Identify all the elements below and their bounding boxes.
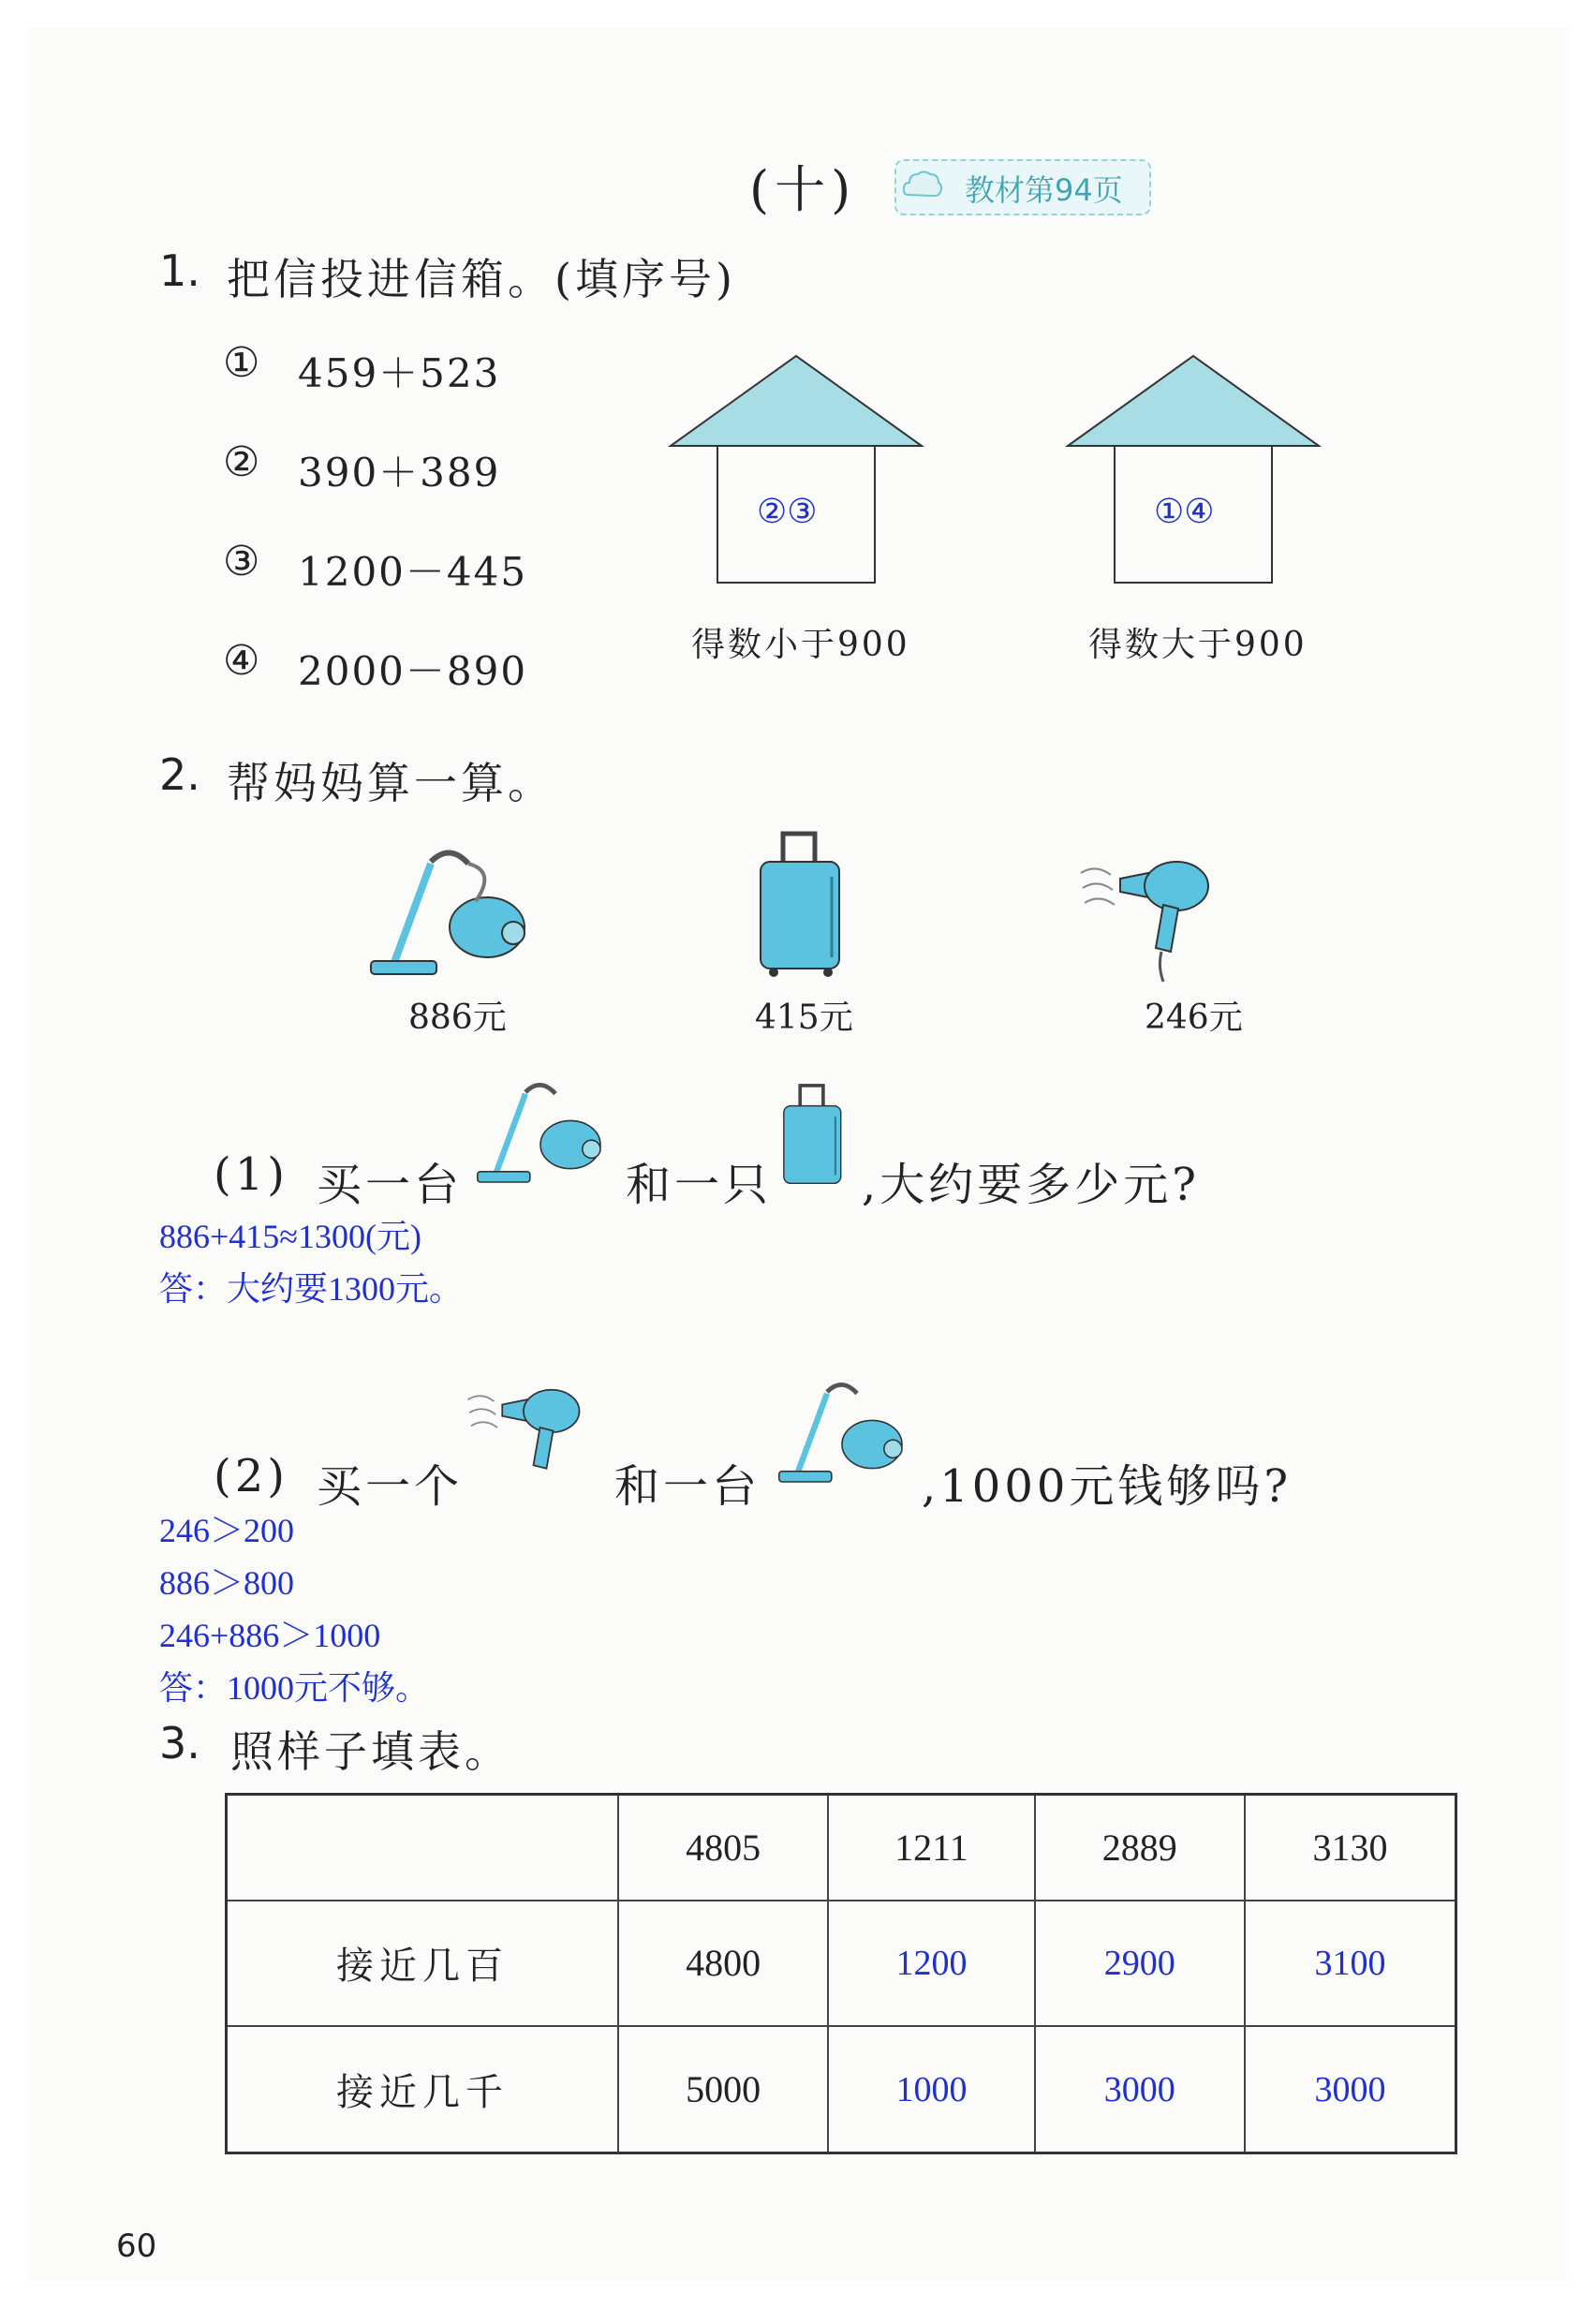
item-3-mark: ③ (223, 538, 260, 585)
question-1-text: 把信投进信箱。(填序号) (227, 254, 736, 304)
mailbox-1-answer: ②③ (757, 493, 818, 531)
sub-question-2-label: (2) (214, 1450, 288, 1502)
answer-2-line-2: 886＞800 (159, 1564, 295, 1602)
textbook-reference-label: 教材第94页 (965, 172, 1123, 208)
answer-2-line-1: 246＞200 (159, 1512, 295, 1549)
table-header-cell: 1211 (828, 1795, 1034, 1901)
table-cell: 4800 (618, 1901, 828, 2026)
sub-question-1-part-c: ,大约要多少元? (862, 1159, 1200, 1211)
vacuum-cleaner-small-icon-2 (774, 1377, 910, 1489)
vacuum-cleaner-icon (365, 843, 534, 984)
answer-cell: 3100 (1245, 1901, 1456, 2026)
page-number: 60 (116, 2227, 157, 2265)
item-4-mark: ④ (223, 637, 260, 685)
answer-cell: 1200 (828, 1901, 1034, 2026)
item-3-expression: 1200－445 (298, 549, 528, 595)
mailbox-2-caption: 得数大于900 (1088, 626, 1308, 664)
cloud-icon (901, 167, 944, 204)
table-header-cell (227, 1795, 619, 1901)
table-header-cell: 3130 (1245, 1795, 1456, 1901)
table-header-cell: 2889 (1035, 1795, 1245, 1901)
item-2-expression: 390＋389 (298, 450, 501, 496)
answer-cell: 3000 (1245, 2026, 1456, 2153)
item-1-expression: 459＋523 (298, 350, 501, 396)
hair-dryer-price: 246元 (1145, 999, 1243, 1037)
mailbox-greater-than-900 (1064, 352, 1323, 586)
sub-question-1-part-b: 和一只 (626, 1159, 773, 1211)
table-row (227, 1901, 1456, 2026)
item-2-mark: ② (223, 438, 260, 486)
answer-1-line-2: 答：大约要1300元。 (159, 1270, 464, 1308)
item-4-expression: 2000－890 (298, 648, 528, 694)
mailbox-less-than-900 (667, 352, 925, 586)
rounding-table (225, 1793, 1457, 2154)
mailbox-2-answer: ①④ (1154, 493, 1215, 531)
sub-question-1-label: (1) (214, 1148, 288, 1201)
row-label-hundreds: 接近几百 (227, 1901, 619, 2026)
question-2-text: 帮妈妈算一算。 (227, 758, 554, 808)
suitcase-small-icon (776, 1083, 850, 1191)
hair-dryer-icon (1077, 854, 1227, 985)
question-2-number: 2. (159, 749, 200, 800)
vacuum-cleaner-small-icon (472, 1077, 609, 1190)
question-3-number: 3. (159, 1718, 200, 1768)
table-header-row (227, 1795, 1456, 1901)
question-1-number: 1. (159, 245, 200, 296)
sub-question-2-part-b: 和一台 (614, 1460, 761, 1513)
mailbox-1-caption: 得数小于900 (691, 626, 910, 664)
sub-question-1-part-a: 买一台 (317, 1159, 464, 1211)
suitcase-icon (749, 830, 852, 980)
section-title: (十) (749, 160, 857, 219)
table-row (227, 2026, 1456, 2153)
suitcase-price: 415元 (755, 999, 853, 1037)
sub-question-2-part-a: 买一个 (317, 1460, 464, 1513)
item-1-mark: ① (223, 339, 260, 387)
answer-cell: 3000 (1035, 2026, 1245, 2153)
question-3-text: 照样子填表。 (230, 1726, 511, 1777)
answer-cell: 2900 (1035, 1901, 1245, 2026)
table-header-cell: 4805 (618, 1795, 828, 1901)
hair-dryer-small-icon (465, 1383, 596, 1499)
answer-1-line-1: 886+415≈1300(元) (159, 1218, 422, 1255)
table-cell: 5000 (618, 2026, 828, 2153)
answer-2-line-4: 答：1000元不够。 (159, 1669, 430, 1707)
answer-2-line-3: 246+886＞1000 (159, 1617, 381, 1654)
row-label-thousands: 接近几千 (227, 2026, 619, 2153)
sub-question-2-part-c: ,1000元钱够吗? (922, 1460, 1293, 1513)
answer-cell: 1000 (828, 2026, 1034, 2153)
vacuum-price: 886元 (408, 999, 507, 1037)
